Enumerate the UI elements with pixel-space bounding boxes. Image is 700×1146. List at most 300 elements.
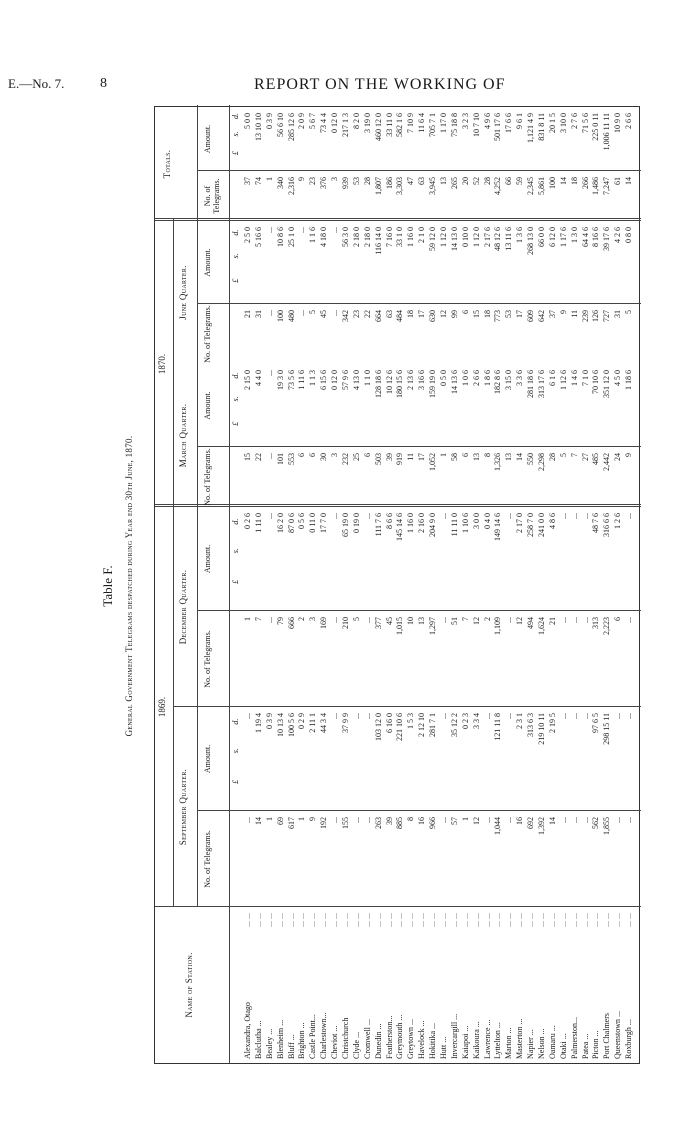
telegram-count: 57 bbox=[449, 817, 459, 825]
amount-value: ... bbox=[362, 513, 372, 519]
amount-value: 48 12 6 bbox=[493, 227, 503, 251]
telegram-count: 1 bbox=[439, 453, 448, 457]
telegram-count: ... bbox=[264, 310, 274, 316]
leader-dots: ... ... bbox=[264, 913, 274, 927]
lsd-label: £ bbox=[231, 579, 240, 584]
amount-value: 1 12 0 bbox=[439, 227, 448, 247]
amount-value: 241 0 0 bbox=[537, 513, 546, 537]
amount-value: 3 15 0 bbox=[504, 370, 514, 390]
station-name: Blenheim ... bbox=[275, 1019, 285, 1059]
leader-dots: ... ... bbox=[319, 913, 329, 927]
amount-value: 1 16 0 bbox=[406, 513, 416, 533]
telegram-count: 3,945 bbox=[428, 177, 438, 195]
amount-value: 219 10 11 bbox=[537, 713, 546, 745]
telegram-count: 1,297 bbox=[428, 617, 438, 635]
amount-value: 1 1 6 bbox=[308, 227, 318, 243]
table-caption: Table F. bbox=[100, 565, 115, 607]
telegram-count: 919 bbox=[395, 453, 405, 465]
amount-value: ... bbox=[569, 513, 579, 519]
telegram-count: 39 bbox=[384, 817, 394, 825]
lsd-label: £ bbox=[231, 151, 240, 156]
station-name: Havelock ... bbox=[417, 1020, 427, 1059]
telegram-count: 966 bbox=[428, 817, 438, 829]
telegram-count: 773 bbox=[493, 310, 503, 322]
telegram-count: 21 bbox=[547, 617, 557, 625]
telegram-count: 9 bbox=[558, 310, 568, 314]
amount-value: 2 12 10 bbox=[417, 713, 427, 737]
amount-value: ... bbox=[243, 713, 252, 719]
quarter-march-header: March Quarter. bbox=[178, 403, 188, 468]
telegram-count: 692 bbox=[526, 817, 536, 829]
telegram-count: ... bbox=[580, 617, 590, 623]
amount-value: 2 17 0 bbox=[515, 513, 525, 533]
telegram-count: 18 bbox=[569, 177, 579, 185]
amount-value: 1 11 0 bbox=[253, 513, 263, 533]
telegram-count: 7,247 bbox=[602, 177, 612, 195]
station-name: Greymouth ... bbox=[395, 1014, 405, 1059]
amount-value: 128 18 6 bbox=[373, 370, 383, 398]
amount-value: ... bbox=[264, 227, 274, 233]
amount-value: 2 0 9 bbox=[297, 113, 307, 129]
telegram-count: 266 bbox=[580, 177, 590, 189]
amount-value: 3 10 0 bbox=[558, 113, 568, 133]
telegram-count: ... bbox=[613, 817, 623, 823]
amount-value: 2 18 0 bbox=[351, 227, 361, 247]
leader-dots: ... ... bbox=[428, 913, 438, 927]
amount-value: 17 6 6 bbox=[504, 113, 514, 133]
amount-value: 44 3 4 bbox=[319, 713, 329, 733]
telegram-count: 8 bbox=[482, 453, 492, 457]
telegram-count: 6 bbox=[613, 617, 623, 621]
quarter-september-header: September Quarter. bbox=[178, 768, 188, 846]
amount-value: ... bbox=[264, 513, 274, 519]
amount-value: 0 8 0 bbox=[624, 227, 634, 243]
amount-value: 145 14 6 bbox=[395, 513, 405, 541]
telegram-count: 11 bbox=[406, 453, 416, 461]
lsd-label: s. bbox=[231, 748, 240, 754]
telegram-count: 17 bbox=[417, 453, 427, 461]
amount-value: 73 5 6 bbox=[286, 370, 296, 390]
telegram-count: 16 bbox=[417, 817, 427, 825]
count-header: No. of Telegrams. bbox=[203, 630, 212, 688]
amount-value: ... bbox=[439, 513, 448, 519]
leader-dots: ... ... bbox=[569, 913, 579, 927]
amount-value: 7 1 0 bbox=[580, 370, 590, 386]
telegram-count: 63 bbox=[384, 310, 394, 318]
telegram-count: 342 bbox=[341, 310, 350, 322]
telegram-count: 37 bbox=[547, 310, 557, 318]
telegram-count: 553 bbox=[286, 453, 296, 465]
telegram-count: 51 bbox=[449, 617, 459, 625]
amount-value: 37 9 9 bbox=[341, 713, 350, 733]
telegram-count: 2 bbox=[482, 617, 492, 621]
telegram-count: 939 bbox=[341, 177, 350, 189]
amount-value: 281 18 6 bbox=[526, 370, 536, 398]
telegram-count: 58 bbox=[449, 453, 459, 461]
telegram-count: 1,807 bbox=[373, 177, 383, 195]
amount-value: 6 15 6 bbox=[319, 370, 329, 390]
telegram-count: 376 bbox=[319, 177, 329, 189]
telegram-count: 23 bbox=[351, 310, 361, 318]
amount-value: 1 2 6 bbox=[613, 513, 623, 529]
telegram-count: 17 bbox=[417, 310, 427, 318]
amount-value: 10 13 4 bbox=[275, 713, 285, 737]
amount-value: 2 17 6 bbox=[482, 227, 492, 247]
telegram-count: 126 bbox=[591, 310, 601, 322]
amount-value: 1 19 4 bbox=[253, 713, 263, 733]
station-name: Hutt ... bbox=[439, 1036, 448, 1059]
amount-value: ... bbox=[558, 713, 568, 719]
amount-header: Amount. bbox=[203, 248, 212, 277]
telegram-count: 8 bbox=[406, 817, 416, 821]
telegram-count: 79 bbox=[275, 617, 285, 625]
leader-dots: ... ... bbox=[275, 913, 285, 927]
amount-value: 313 6 3 bbox=[526, 713, 536, 737]
telegram-count: 7 bbox=[253, 617, 263, 621]
amount-value: 14 13 0 bbox=[449, 227, 459, 251]
amount-value: 1 10 6 bbox=[460, 513, 470, 533]
station-name: Oamaru ... bbox=[547, 1025, 557, 1059]
leader-dots: ... ... bbox=[558, 913, 568, 927]
amount-value: ... bbox=[330, 713, 340, 719]
telegram-count: 17 bbox=[515, 310, 525, 318]
amount-value: 10 8 6 bbox=[275, 227, 285, 247]
amount-value: 7 16 0 bbox=[384, 227, 394, 247]
telegram-count: 10 bbox=[406, 617, 416, 625]
amount-value: 0 2 9 bbox=[297, 713, 307, 729]
telegram-count: 53 bbox=[351, 177, 361, 185]
telegram-count: 4,252 bbox=[493, 177, 503, 195]
amount-value: 4 2 6 bbox=[613, 227, 623, 243]
telegram-count: 39 bbox=[384, 453, 394, 461]
amount-value: 1,121 4 9 bbox=[526, 113, 536, 143]
station-name: Alexandra, Otago bbox=[243, 1002, 252, 1059]
telegram-count: 6 bbox=[460, 453, 470, 457]
amount-value: 1 17 0 bbox=[439, 113, 448, 133]
amount-value: ... bbox=[624, 513, 634, 519]
year-header-1869: 1869. bbox=[157, 696, 167, 718]
amount-value: ... bbox=[504, 713, 514, 719]
telegram-count: 885 bbox=[395, 817, 405, 829]
amount-value: 10 12 6 bbox=[384, 370, 394, 394]
count-header: No. of Telegrams. bbox=[203, 305, 212, 363]
amount-value: 2 6 6 bbox=[624, 113, 634, 129]
telegram-count: 5 bbox=[351, 617, 361, 621]
amount-value: 4 4 0 bbox=[253, 370, 263, 386]
lsd-label: d. bbox=[231, 229, 240, 236]
amount-value: 258 7 0 bbox=[526, 513, 536, 537]
amount-value: 4 13 0 bbox=[351, 370, 361, 390]
amount-value: 17 7 0 bbox=[319, 513, 329, 533]
station-name: Otaki ... bbox=[558, 1033, 568, 1059]
leader-dots: ... ... bbox=[471, 913, 481, 927]
telegram-count: 16 bbox=[515, 817, 525, 825]
amount-value: 1 5 3 bbox=[406, 713, 416, 729]
lsd-label: s. bbox=[231, 253, 240, 259]
amount-value: 4 5 0 bbox=[613, 370, 623, 386]
telegram-count: 2,223 bbox=[602, 617, 612, 635]
telegram-count: ... bbox=[482, 817, 492, 823]
telegram-count: 2 bbox=[297, 617, 307, 621]
amount-value: 5 6 7 bbox=[308, 113, 318, 129]
amount-value: 35 12 2 bbox=[449, 713, 459, 737]
telegram-count: 186 bbox=[384, 177, 394, 189]
amount-value: 3 19 0 bbox=[362, 113, 372, 133]
amount-value: 1 3 0 bbox=[569, 227, 579, 243]
telegram-count: 263 bbox=[373, 817, 383, 829]
telegram-count: 550 bbox=[526, 453, 536, 465]
leader-dots: ... ... bbox=[384, 913, 394, 927]
station-name: Bluff ... bbox=[286, 1034, 296, 1059]
telegram-count: ... bbox=[330, 617, 340, 623]
telegram-count: 5 bbox=[308, 310, 318, 314]
telegram-count: ... bbox=[580, 817, 590, 823]
amount-value: 1 0 6 bbox=[460, 370, 470, 386]
station-name: Nelson ... bbox=[537, 1028, 546, 1059]
telegram-count: 1,326 bbox=[493, 453, 503, 471]
telegram-count: 13 bbox=[504, 453, 514, 461]
station-name: Lawrence ... bbox=[482, 1019, 492, 1059]
telegram-count: ... bbox=[624, 817, 634, 823]
amount-value: 11 11 0 bbox=[449, 513, 459, 537]
telegram-count: 313 bbox=[591, 617, 601, 629]
amount-value: 0 11 0 bbox=[308, 513, 318, 533]
amount-value: 0 5 6 bbox=[297, 513, 307, 529]
telegram-count: ... bbox=[264, 453, 274, 459]
leader-dots: ... ... bbox=[297, 913, 307, 927]
amount-value: 3 3 6 bbox=[515, 370, 525, 386]
amount-value: 9 6 1 bbox=[515, 113, 525, 129]
amount-value: 19 3 0 bbox=[275, 370, 285, 390]
telegram-count: 630 bbox=[428, 310, 438, 322]
station-name: Cromwell ... bbox=[362, 1019, 372, 1059]
telegram-count: 14 bbox=[515, 453, 525, 461]
telegram-count: 232 bbox=[341, 453, 350, 465]
amount-value: ... bbox=[580, 713, 590, 719]
telegram-count: ... bbox=[504, 817, 514, 823]
amount-value: 20 1 5 bbox=[547, 113, 557, 133]
telegram-count: 74 bbox=[253, 177, 263, 185]
amount-value: 0 2 3 bbox=[460, 713, 470, 729]
station-name: Port Chalmers bbox=[602, 1013, 612, 1059]
amount-value: 33 1 0 bbox=[395, 227, 405, 247]
station-name: Cheviot ... bbox=[330, 1025, 340, 1059]
telegram-count: 3 bbox=[330, 177, 340, 181]
amount-value: 111 7 6 bbox=[373, 513, 383, 537]
amount-value: 221 10 6 bbox=[395, 713, 405, 741]
amount-value: 2 6 6 bbox=[471, 370, 481, 386]
amount-value: 1 12 6 bbox=[558, 370, 568, 390]
telegram-count: 617 bbox=[286, 817, 296, 829]
amount-value: 116 14 0 bbox=[373, 227, 383, 255]
amount-value: 13 10 10 bbox=[253, 113, 263, 141]
amount-value: 285 12 6 bbox=[286, 113, 296, 141]
amount-value: 3 16 6 bbox=[417, 370, 427, 390]
telegram-count: 18 bbox=[406, 310, 416, 318]
amount-value: 7 10 9 bbox=[406, 113, 416, 133]
telegram-count: 22 bbox=[253, 453, 263, 461]
station-name: Greytown ... bbox=[406, 1019, 416, 1059]
amount-value: 2 16 0 bbox=[417, 513, 427, 533]
amount-value: 66 0 0 bbox=[537, 227, 546, 247]
telegram-count: 61 bbox=[613, 177, 623, 185]
amount-value: 1,006 11 11 bbox=[602, 113, 612, 151]
telegram-count: 3,303 bbox=[395, 177, 405, 195]
amount-value: 71 5 6 bbox=[580, 113, 590, 133]
telegram-count: 59 bbox=[515, 177, 525, 185]
telegram-count: 1,109 bbox=[493, 617, 503, 635]
leader-dots: ... ... bbox=[417, 913, 427, 927]
telegram-count: 45 bbox=[384, 617, 394, 625]
amount-value: 73 4 4 bbox=[319, 113, 329, 133]
telegram-count: ... bbox=[351, 817, 361, 823]
telegram-count: 15 bbox=[243, 453, 252, 461]
telegram-count: 47 bbox=[406, 177, 416, 185]
amount-value: 159 19 0 bbox=[428, 370, 438, 398]
amount-value: 0 3 9 bbox=[264, 713, 274, 729]
amount-value: 4 18 0 bbox=[319, 227, 329, 247]
telegram-count: 7 bbox=[569, 453, 579, 457]
amount-value: ... bbox=[330, 513, 340, 519]
telegram-count: ... bbox=[558, 817, 568, 823]
leader-dots: ... ... bbox=[362, 913, 372, 927]
leader-dots: ... ... bbox=[253, 913, 263, 927]
leader-dots: ... ... bbox=[537, 913, 546, 927]
station-name: Lyttelton ... bbox=[493, 1022, 503, 1059]
leader-dots: ... ... bbox=[341, 913, 350, 927]
amount-value: 1 1 3 bbox=[308, 370, 318, 386]
amount-value: 1 3 6 bbox=[515, 227, 525, 243]
amount-value: 59 12 0 bbox=[428, 227, 438, 251]
amount-value: 11 6 4 bbox=[417, 113, 427, 133]
amount-value: 0 19 0 bbox=[351, 513, 361, 533]
telegram-count: 53 bbox=[504, 310, 514, 318]
amount-value: 0 10 0 bbox=[460, 227, 470, 247]
leader-dots: ... ... bbox=[547, 913, 557, 927]
amount-value: ... bbox=[362, 713, 372, 719]
amount-value: 100 5 6 bbox=[286, 713, 296, 737]
telegram-count: 13 bbox=[417, 617, 427, 625]
telegram-count: ... bbox=[264, 617, 274, 623]
telegram-count: 101 bbox=[275, 453, 285, 465]
telegram-count: 5 bbox=[624, 310, 634, 314]
telegram-count: 66 bbox=[504, 177, 514, 185]
leader-dots: ... ... bbox=[395, 913, 405, 927]
station-name: Picton ... bbox=[591, 1030, 601, 1059]
amount-value: 5 0 0 bbox=[243, 113, 252, 129]
amount-value: ... bbox=[482, 713, 492, 719]
amount-value: 217 1 3 bbox=[341, 113, 350, 137]
telegram-count: 12 bbox=[515, 617, 525, 625]
col-header-station: Name of Station. bbox=[184, 952, 194, 1018]
amount-value: 2 15 0 bbox=[243, 370, 252, 390]
amount-value: 1 12 0 bbox=[471, 227, 481, 247]
page-title: REPORT ON THE WORKING OF bbox=[254, 76, 506, 93]
amount-value: 204 9 0 bbox=[428, 513, 438, 537]
amount-value: 313 17 6 bbox=[537, 370, 546, 398]
amount-value: 103 12 0 bbox=[373, 713, 383, 741]
leader-dots: ... ... bbox=[482, 913, 492, 927]
station-name: Napier ... bbox=[526, 1029, 536, 1059]
telegram-count: ... bbox=[558, 617, 568, 623]
telegram-count: 23 bbox=[308, 177, 318, 185]
station-name: Featherston... bbox=[384, 1015, 394, 1059]
count-header: No. of Telegrams. bbox=[203, 830, 212, 888]
lsd-label: s. bbox=[231, 131, 240, 137]
leader-dots: ... ... bbox=[580, 913, 590, 927]
telegram-count: 3 bbox=[330, 453, 340, 457]
telegram-count: 25 bbox=[351, 453, 361, 461]
count-header: No. of Telegrams. bbox=[203, 448, 212, 506]
telegram-count: 6 bbox=[297, 453, 307, 457]
rotated-table-area bbox=[90, 96, 650, 1076]
telegram-count: 9 bbox=[308, 817, 318, 821]
station-name: Clyde ... bbox=[351, 1031, 361, 1059]
amount-value: 6 1 6 bbox=[547, 370, 557, 386]
telegram-count: 485 bbox=[591, 453, 601, 465]
amount-value: 1 18 6 bbox=[624, 370, 634, 390]
telegram-count: 13 bbox=[439, 177, 448, 185]
leader-dots: ... ... bbox=[308, 913, 318, 927]
amount-value: 48 7 6 bbox=[591, 513, 601, 533]
amount-value: 4 9 6 bbox=[482, 113, 492, 129]
telegram-count: 192 bbox=[319, 817, 329, 829]
leader-dots: ... ... bbox=[602, 913, 612, 927]
amount-value: 57 9 6 bbox=[341, 370, 350, 390]
amount-value: ... bbox=[569, 713, 579, 719]
station-name: Masterton ... bbox=[515, 1018, 525, 1059]
leader-dots: ... ... bbox=[243, 913, 252, 927]
amount-value: 2 7 6 bbox=[569, 113, 579, 129]
lsd-label: s. bbox=[231, 396, 240, 402]
telegram-count: 562 bbox=[591, 817, 601, 829]
amount-header: Amount. bbox=[203, 544, 212, 574]
telegram-count: 2,345 bbox=[526, 177, 536, 195]
document-reference: E.—No. 7. bbox=[8, 76, 65, 91]
rule-header-bottom bbox=[229, 105, 230, 1063]
telegram-count: 12 bbox=[471, 617, 481, 625]
amount-value: 281 7 1 bbox=[428, 713, 438, 737]
station-name: Christchurch bbox=[341, 1017, 350, 1059]
leader-dots: ... ... bbox=[449, 913, 459, 927]
leader-dots: ... ... bbox=[504, 913, 514, 927]
station-name: Marton ... bbox=[504, 1027, 514, 1059]
leader-dots: ... ... bbox=[351, 913, 361, 927]
leader-dots: ... ... bbox=[460, 913, 470, 927]
telegram-count: 15 bbox=[471, 310, 481, 318]
station-name: Brighton ... bbox=[297, 1022, 307, 1059]
amount-value: 0 2 6 bbox=[243, 513, 252, 529]
table-title: General Government Telegrams despatched during Year end 30th June, 1870. bbox=[124, 435, 134, 737]
telegram-count: ... bbox=[569, 617, 579, 623]
amount-value: 33 11 0 bbox=[384, 113, 394, 137]
telegram-count: 100 bbox=[547, 177, 557, 189]
telegram-table bbox=[154, 106, 640, 1064]
amount-value: 149 14 6 bbox=[493, 513, 503, 541]
telegram-count: 2,442 bbox=[602, 453, 612, 471]
amount-value: 87 0 6 bbox=[286, 513, 296, 533]
telegram-count: 14 bbox=[558, 177, 568, 185]
leader-dots: ... ... bbox=[493, 913, 503, 927]
lsd-label: £ bbox=[231, 278, 240, 283]
amount-value: ... bbox=[351, 713, 361, 719]
telegram-count: 9 bbox=[624, 453, 634, 457]
lsd-label: £ bbox=[231, 421, 240, 426]
amount-value: 56 6 10 bbox=[275, 113, 285, 137]
telegram-count: 24 bbox=[613, 453, 623, 461]
amount-value: 1 11 6 bbox=[297, 370, 307, 390]
amount-header: Amount. bbox=[203, 391, 212, 420]
